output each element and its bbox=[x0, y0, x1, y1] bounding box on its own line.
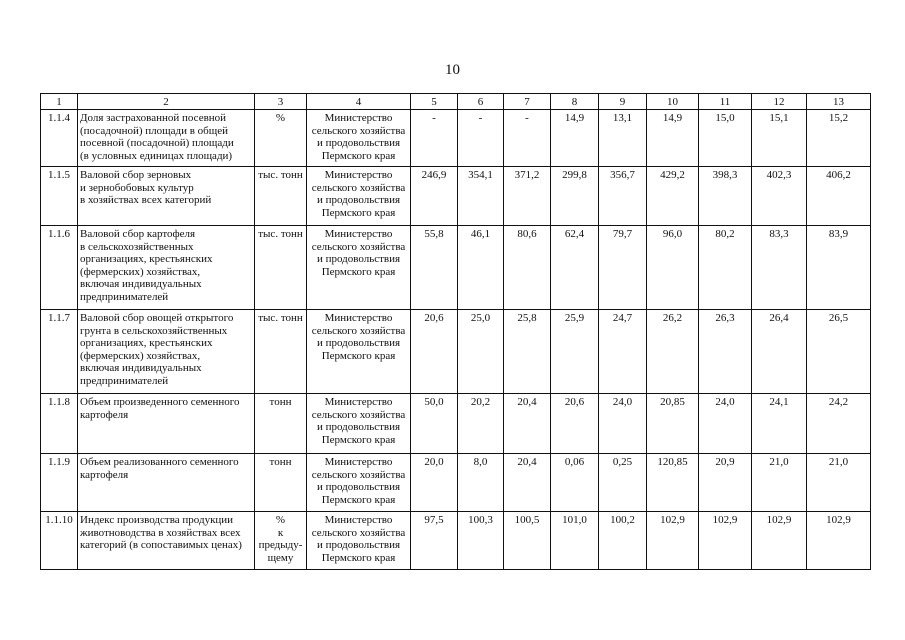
indicator-name-cell bbox=[78, 512, 255, 570]
unit-cell bbox=[255, 512, 307, 570]
responsible-cell-line: и продовольствия bbox=[316, 539, 401, 551]
value-cell: 50,0 bbox=[411, 394, 458, 454]
unit-cell-line: тонн bbox=[269, 456, 292, 468]
unit-cell-line: предыду- bbox=[258, 539, 303, 551]
indicator-name-cell-line: включая индивидуальных bbox=[80, 362, 202, 374]
table-row bbox=[41, 310, 871, 394]
value-cell: - bbox=[458, 110, 504, 167]
responsible-cell-line: и продовольствия bbox=[316, 481, 401, 493]
unit-cell-line: тыс. тонн bbox=[258, 228, 303, 240]
value-cell: 102,9 bbox=[699, 512, 752, 570]
value-cell: 20,2 bbox=[458, 394, 504, 454]
value-cell: 26,4 bbox=[752, 310, 807, 394]
indicator-name-cell-line: (в условных единицах площади) bbox=[80, 149, 233, 162]
indicator-name-cell bbox=[78, 226, 255, 310]
value-cell: 8,0 bbox=[458, 454, 504, 512]
value-cell: 55,8 bbox=[411, 226, 458, 310]
value-cell: 102,9 bbox=[807, 512, 871, 570]
value-cell: 79,7 bbox=[599, 226, 647, 310]
indicator-name-cell-line: Валовой сбор зерновых bbox=[80, 169, 192, 181]
responsible-cell-line: Пермского края bbox=[321, 349, 396, 362]
responsible-cell-line: сельского хозяйства bbox=[311, 124, 406, 137]
value-cell: 20,4 bbox=[504, 394, 551, 454]
responsible-cell-line: сельского хозяйства bbox=[311, 468, 406, 481]
value-cell: 83,9 bbox=[807, 226, 871, 310]
indicator-name-cell-line: предпринимателей bbox=[80, 374, 169, 387]
value-cell: 20,9 bbox=[699, 454, 752, 512]
value-cell: 100,3 bbox=[458, 512, 504, 570]
unit-cell bbox=[255, 226, 307, 310]
responsible-cell-line: Министерство bbox=[324, 112, 393, 124]
table-row bbox=[41, 512, 871, 570]
responsible-cell-line: Пермского края bbox=[321, 551, 396, 564]
indicators-table bbox=[40, 93, 871, 570]
value-cell: 83,3 bbox=[752, 226, 807, 310]
value-cell: 429,2 bbox=[647, 167, 699, 226]
value-cell: 102,9 bbox=[647, 512, 699, 570]
column-number-12: 12 bbox=[752, 94, 807, 110]
column-number-2: 2 bbox=[78, 94, 255, 110]
responsible-cell bbox=[307, 226, 411, 310]
indicator-name-cell bbox=[78, 394, 255, 454]
responsible-cell bbox=[307, 110, 411, 167]
page-number: 10 bbox=[445, 62, 460, 78]
responsible-cell-line: сельского хозяйства bbox=[311, 324, 406, 337]
row-number-cell: 1.1.9 bbox=[41, 454, 78, 512]
value-cell: 20,6 bbox=[551, 394, 599, 454]
value-cell: 14,9 bbox=[647, 110, 699, 167]
value-cell: 15,1 bbox=[752, 110, 807, 167]
indicator-name-cell bbox=[78, 110, 255, 167]
value-cell: 14,9 bbox=[551, 110, 599, 167]
value-cell: 46,1 bbox=[458, 226, 504, 310]
table-row bbox=[41, 226, 871, 310]
value-cell: 20,6 bbox=[411, 310, 458, 394]
indicator-name-cell-line: категорий (в сопоставимых ценах) bbox=[80, 539, 242, 551]
value-cell: 299,8 bbox=[551, 167, 599, 226]
responsible-cell-line: сельского хозяйства bbox=[311, 181, 406, 194]
value-cell: 20,85 bbox=[647, 394, 699, 454]
value-cell: 398,3 bbox=[699, 167, 752, 226]
table-row bbox=[41, 167, 871, 226]
table-row bbox=[41, 394, 871, 454]
responsible-cell-line: Пермского края bbox=[321, 149, 396, 162]
responsible-cell bbox=[307, 310, 411, 394]
value-cell: 15,2 bbox=[807, 110, 871, 167]
value-cell: 15,0 bbox=[699, 110, 752, 167]
value-cell: 371,2 bbox=[504, 167, 551, 226]
value-cell: 102,9 bbox=[752, 512, 807, 570]
responsible-cell-line: сельского хозяйства bbox=[311, 526, 406, 539]
indicator-name-cell-line: Объем произведенного семенного bbox=[80, 396, 240, 408]
column-number-1: 1 bbox=[41, 94, 78, 110]
value-cell: 24,2 bbox=[807, 394, 871, 454]
indicator-name-cell-line: (фермерских) хозяйствах, bbox=[80, 349, 201, 362]
value-cell: 24,0 bbox=[599, 394, 647, 454]
column-number-3: 3 bbox=[255, 94, 307, 110]
row-number-cell: 1.1.8 bbox=[41, 394, 78, 454]
value-cell: 0,25 bbox=[599, 454, 647, 512]
indicator-name-cell-line: животноводства в хозяйствах всех bbox=[80, 526, 241, 539]
value-cell: 97,5 bbox=[411, 512, 458, 570]
column-number-row bbox=[41, 94, 871, 110]
responsible-cell-line: Пермского края bbox=[321, 206, 396, 219]
column-number-13: 13 bbox=[807, 94, 871, 110]
value-cell: - bbox=[504, 110, 551, 167]
value-cell: 80,2 bbox=[699, 226, 752, 310]
responsible-cell bbox=[307, 167, 411, 226]
unit-cell bbox=[255, 110, 307, 167]
indicator-name-cell-line: и зернобобовых культур bbox=[80, 181, 194, 194]
unit-cell-line: тыс. тонн bbox=[258, 169, 303, 181]
table-row bbox=[41, 454, 871, 512]
indicator-name-cell bbox=[78, 310, 255, 394]
value-cell: 100,5 bbox=[504, 512, 551, 570]
value-cell: 25,9 bbox=[551, 310, 599, 394]
unit-cell-line: к bbox=[277, 526, 284, 539]
responsible-cell-line: Министерство bbox=[324, 312, 393, 324]
indicator-name-cell-line: в хозяйствах всех категорий bbox=[80, 194, 212, 206]
indicator-name-cell-line: картофеля bbox=[80, 468, 129, 481]
value-cell: 246,9 bbox=[411, 167, 458, 226]
value-cell: 24,0 bbox=[699, 394, 752, 454]
indicator-name-cell-line: организациях, крестьянских bbox=[80, 337, 213, 349]
responsible-cell-line: Пермского края bbox=[321, 493, 396, 506]
indicator-name-cell-line: грунта в сельскохозяйственных bbox=[80, 324, 228, 337]
indicator-name-cell-line: включая индивидуальных bbox=[80, 278, 202, 290]
row-number-cell: 1.1.6 bbox=[41, 226, 78, 310]
responsible-cell-line: Министерство bbox=[324, 514, 393, 526]
column-number-7: 7 bbox=[504, 94, 551, 110]
value-cell: 21,0 bbox=[752, 454, 807, 512]
indicator-name-cell-line: предпринимателей bbox=[80, 290, 169, 303]
column-number-6: 6 bbox=[458, 94, 504, 110]
responsible-cell-line: Министерство bbox=[324, 456, 393, 468]
value-cell: 24,7 bbox=[599, 310, 647, 394]
responsible-cell-line: Пермского края bbox=[321, 265, 396, 278]
value-cell: 402,3 bbox=[752, 167, 807, 226]
unit-cell-line: тыс. тонн bbox=[258, 312, 303, 324]
column-number-5: 5 bbox=[411, 94, 458, 110]
row-number-cell: 1.1.10 bbox=[41, 512, 78, 570]
value-cell: 26,3 bbox=[699, 310, 752, 394]
responsible-cell bbox=[307, 512, 411, 570]
responsible-cell bbox=[307, 394, 411, 454]
responsible-cell-line: сельского хозяйства bbox=[311, 240, 406, 253]
responsible-cell-line: и продовольствия bbox=[316, 421, 401, 433]
unit-cell bbox=[255, 310, 307, 394]
value-cell: 21,0 bbox=[807, 454, 871, 512]
indicator-name-cell-line: Объем реализованного семенного bbox=[80, 456, 239, 468]
value-cell: 20,4 bbox=[504, 454, 551, 512]
value-cell: 80,6 bbox=[504, 226, 551, 310]
responsible-cell-line: и продовольствия bbox=[316, 337, 401, 349]
indicator-name-cell-line: (посадочной) площади в общей bbox=[80, 124, 228, 137]
unit-cell-line: щему bbox=[267, 551, 294, 564]
indicator-name-cell-line: организациях, крестьянских bbox=[80, 253, 213, 265]
value-cell: 62,4 bbox=[551, 226, 599, 310]
column-number-10: 10 bbox=[647, 94, 699, 110]
value-cell: 26,5 bbox=[807, 310, 871, 394]
column-number-8: 8 bbox=[551, 94, 599, 110]
value-cell: 20,0 bbox=[411, 454, 458, 512]
value-cell: 96,0 bbox=[647, 226, 699, 310]
value-cell: 13,1 bbox=[599, 110, 647, 167]
value-cell: 25,0 bbox=[458, 310, 504, 394]
column-number-9: 9 bbox=[599, 94, 647, 110]
row-number-cell: 1.1.4 bbox=[41, 110, 78, 167]
responsible-cell-line: и продовольствия bbox=[316, 137, 401, 149]
value-cell: 26,2 bbox=[647, 310, 699, 394]
responsible-cell-line: Пермского края bbox=[321, 433, 396, 446]
value-cell: 101,0 bbox=[551, 512, 599, 570]
table-row bbox=[41, 110, 871, 167]
indicator-name-cell-line: Индекс производства продукции bbox=[80, 514, 234, 526]
indicator-name-cell-line: (фермерских) хозяйствах, bbox=[80, 265, 201, 278]
value-cell: 120,85 bbox=[647, 454, 699, 512]
responsible-cell-line: Министерство bbox=[324, 396, 393, 408]
unit-cell bbox=[255, 454, 307, 512]
indicator-name-cell-line: в сельскохозяйственных bbox=[80, 240, 194, 253]
indicator-name-cell bbox=[78, 167, 255, 226]
column-number-4: 4 bbox=[307, 94, 411, 110]
indicator-name-cell-line: Доля застрахованной посевной bbox=[80, 112, 227, 124]
responsible-cell-line: Министерство bbox=[324, 228, 393, 240]
unit-cell-line: тонн bbox=[269, 396, 292, 408]
indicator-name-cell-line: картофеля bbox=[80, 408, 129, 421]
value-cell: 406,2 bbox=[807, 167, 871, 226]
unit-cell-line: % bbox=[275, 514, 286, 526]
responsible-cell-line: Министерство bbox=[324, 169, 393, 181]
indicator-name-cell-line: Валовой сбор овощей открытого bbox=[80, 312, 234, 324]
responsible-cell-line: и продовольствия bbox=[316, 194, 401, 206]
indicator-name-cell bbox=[78, 454, 255, 512]
unit-cell bbox=[255, 394, 307, 454]
row-number-cell: 1.1.7 bbox=[41, 310, 78, 394]
unit-cell bbox=[255, 167, 307, 226]
value-cell: 24,1 bbox=[752, 394, 807, 454]
indicator-name-cell-line: Валовой сбор картофеля bbox=[80, 228, 196, 240]
value-cell: 0,06 bbox=[551, 454, 599, 512]
value-cell: 354,1 bbox=[458, 167, 504, 226]
table-body bbox=[41, 94, 871, 570]
row-number-cell: 1.1.5 bbox=[41, 167, 78, 226]
indicator-name-cell-line: посевной (посадочной) площади bbox=[80, 137, 234, 149]
value-cell: 356,7 bbox=[599, 167, 647, 226]
value-cell: - bbox=[411, 110, 458, 167]
column-number-11: 11 bbox=[699, 94, 752, 110]
responsible-cell bbox=[307, 454, 411, 512]
value-cell: 100,2 bbox=[599, 512, 647, 570]
unit-cell-line: % bbox=[275, 112, 286, 124]
responsible-cell-line: сельского хозяйства bbox=[311, 408, 406, 421]
value-cell: 25,8 bbox=[504, 310, 551, 394]
responsible-cell-line: и продовольствия bbox=[316, 253, 401, 265]
